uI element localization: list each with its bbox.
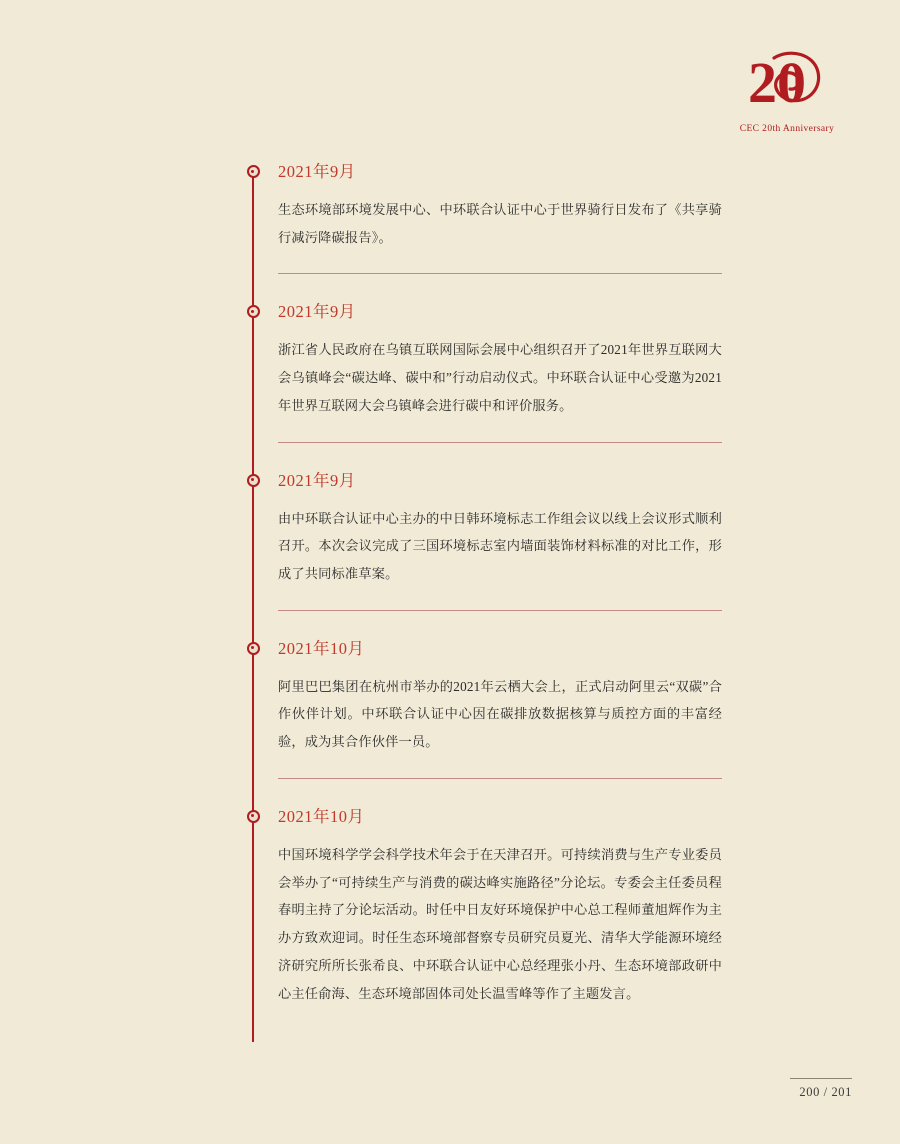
anniversary-logo xyxy=(722,48,852,134)
timeline-dot-icon xyxy=(247,642,260,655)
entry-date: 2021年10月 xyxy=(278,638,365,658)
timeline xyxy=(252,158,722,1007)
logo-20-icon xyxy=(744,48,830,116)
entry-divider xyxy=(278,442,722,443)
timeline-entry xyxy=(252,298,722,442)
footer-divider xyxy=(790,1078,852,1079)
entry-divider xyxy=(278,778,722,779)
entry-text: 生态环境部环境发展中心、中环联合认证中心于世界骑行日发布了《共享骑行减污降碳报告》。 xyxy=(278,202,722,245)
entry-divider xyxy=(278,610,722,611)
entry-date: 2021年10月 xyxy=(278,806,365,826)
timeline-dot-icon xyxy=(247,474,260,487)
timeline-entry xyxy=(252,635,722,779)
entry-divider xyxy=(278,273,722,274)
page-number: 200 / 201 xyxy=(799,1085,852,1099)
svg-text:20: 20 xyxy=(748,50,806,115)
timeline-entry xyxy=(252,803,722,1007)
entry-text: 由中环联合认证中心主办的中日韩环境标志工作组会议以线上会议形式顺利召开。本次会议完成了三国环境标志室内墙面装饰材料标准的对比工作，形成了共同标准草案。 xyxy=(278,510,722,582)
timeline-dot-icon xyxy=(247,165,260,178)
timeline-entry xyxy=(252,467,722,611)
entry-text: 阿里巴巴集团在杭州市举办的2021年云栖大会上，正式启动阿里云“双碳”合作伙伴计划。中环联合认证中心因在碳排放数据核算与质控方面的丰富经验，成为其合作伙伴一员。 xyxy=(278,678,722,750)
entry-text: 浙江省人民政府在乌镇互联网国际会展中心组织召开了2021年世界互联网大会乌镇峰会“碳达峰、碳中和”行动启动仪式。中环联合认证中心受邀为2021年世界互联网大会乌镇峰会进行碳中和评价服务。 xyxy=(278,342,722,413)
timeline-dot-icon xyxy=(247,305,260,318)
entry-text: 中国环境科学学会科学技术年会于在天津召开。可持续消费与生产专业委员会举办了“可持续生产与消费的碳达峰实施路径”分论坛。专委会主任委员程春明主持了分论坛活动。时任中日友好环境保护中心总工程师董旭辉作为主办方致欢迎词。时任生态环境部督察专员研究员夏光、清华大学能源环境经济研究所所长张希良、中环联合认证中心总经理张小丹、生态环境部政研中心主任俞海、生态环境部固体司处长温雪峰等作了主题发言。 xyxy=(278,846,722,1001)
logo-caption: CEC 20th Anniversary xyxy=(739,124,835,134)
entry-date: 2021年9月 xyxy=(278,302,356,322)
timeline-entry xyxy=(252,158,722,274)
entry-date: 2021年9月 xyxy=(278,470,356,490)
page-footer xyxy=(790,1078,852,1100)
timeline-dot-icon xyxy=(247,810,260,823)
entry-date: 2021年9月 xyxy=(278,162,356,181)
